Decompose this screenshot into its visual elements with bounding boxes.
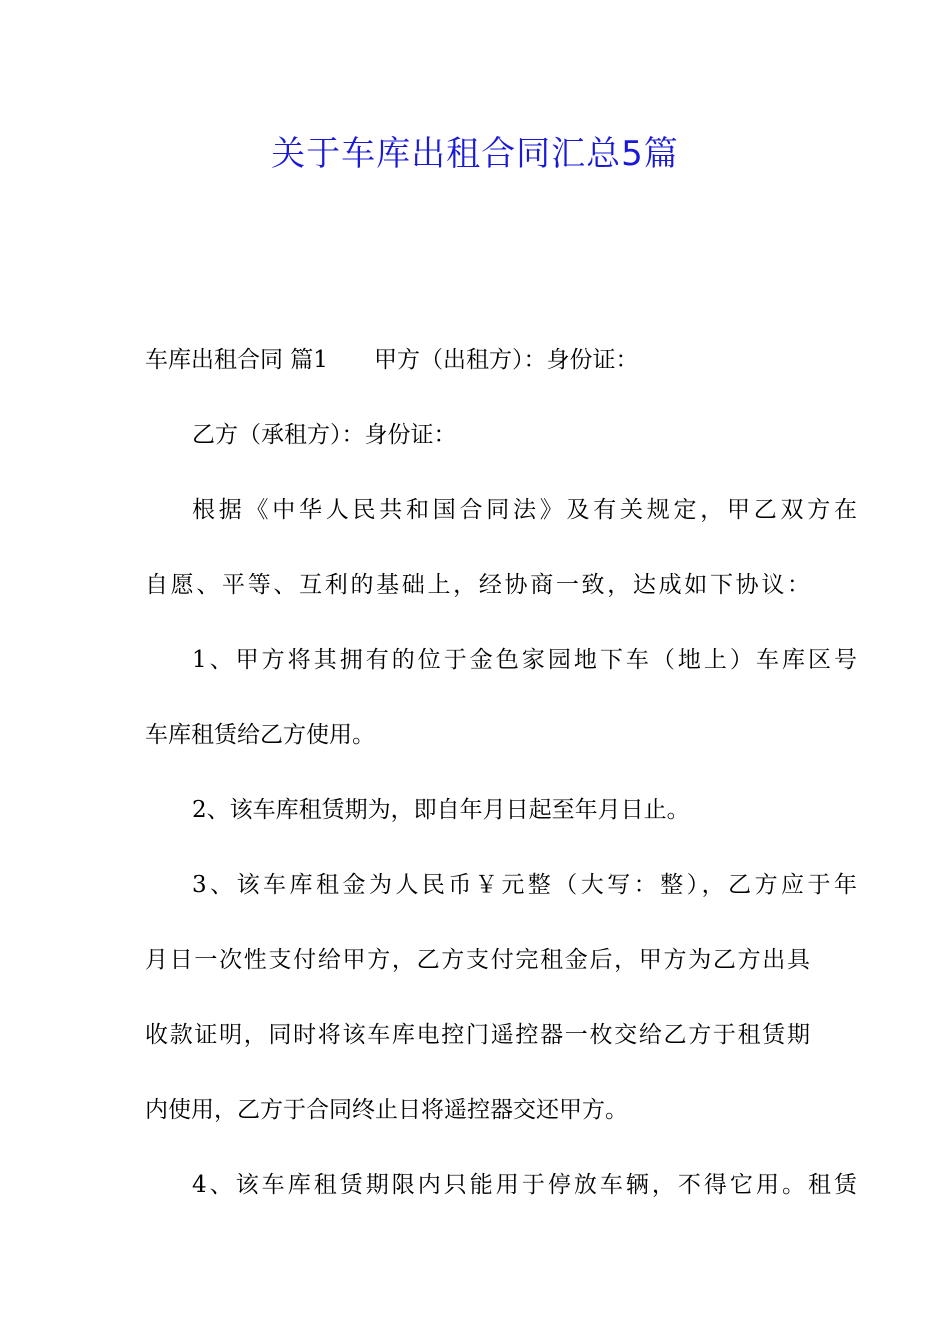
clause-1-line: 车库租赁给乙方使用。 — [145, 722, 375, 748]
clause-3-line: 内使用，乙方于合同终止日将遥控器交还甲方。 — [145, 1097, 628, 1123]
clause-1-line: 1、甲方将其拥有的位于金色家园地下车（地上）车库区号 — [192, 647, 857, 673]
contract-heading: 车库出租合同 篇1 — [145, 347, 328, 373]
paragraph-line: 自愿、平等、互利的基础上，经协商一致，达成如下协议： — [145, 572, 810, 598]
contract-heading-line — [145, 340, 810, 380]
clause-3-line: 月日一次性支付给甲方，乙方支付完租金后，甲方为乙方出具 — [145, 947, 810, 973]
clause-3-line: 收款证明，同时将该车库电控门遥控器一枚交给乙方于租赁期 — [145, 1022, 810, 1048]
party-a-label: 甲方（出租方）：身份证： — [373, 347, 639, 373]
paragraph-line: 根据《中华人民共和国合同法》及有关规定，甲乙双方在 — [192, 497, 857, 523]
document-title: 关于车库出租合同汇总5篇 — [271, 134, 679, 174]
party-b-line: 乙方（承租方）：身份证： — [192, 422, 457, 448]
clause-3-line: 3、该车库租金为人民币￥元整（大写：整），乙方应于年 — [192, 872, 857, 898]
clause-4-line: 4、该车库租赁期限内只能用于停放车辆，不得它用。租赁 — [192, 1172, 857, 1198]
clause-2-line: 2、该车库租赁期为，即自年月日起至年月日止。 — [192, 797, 690, 823]
